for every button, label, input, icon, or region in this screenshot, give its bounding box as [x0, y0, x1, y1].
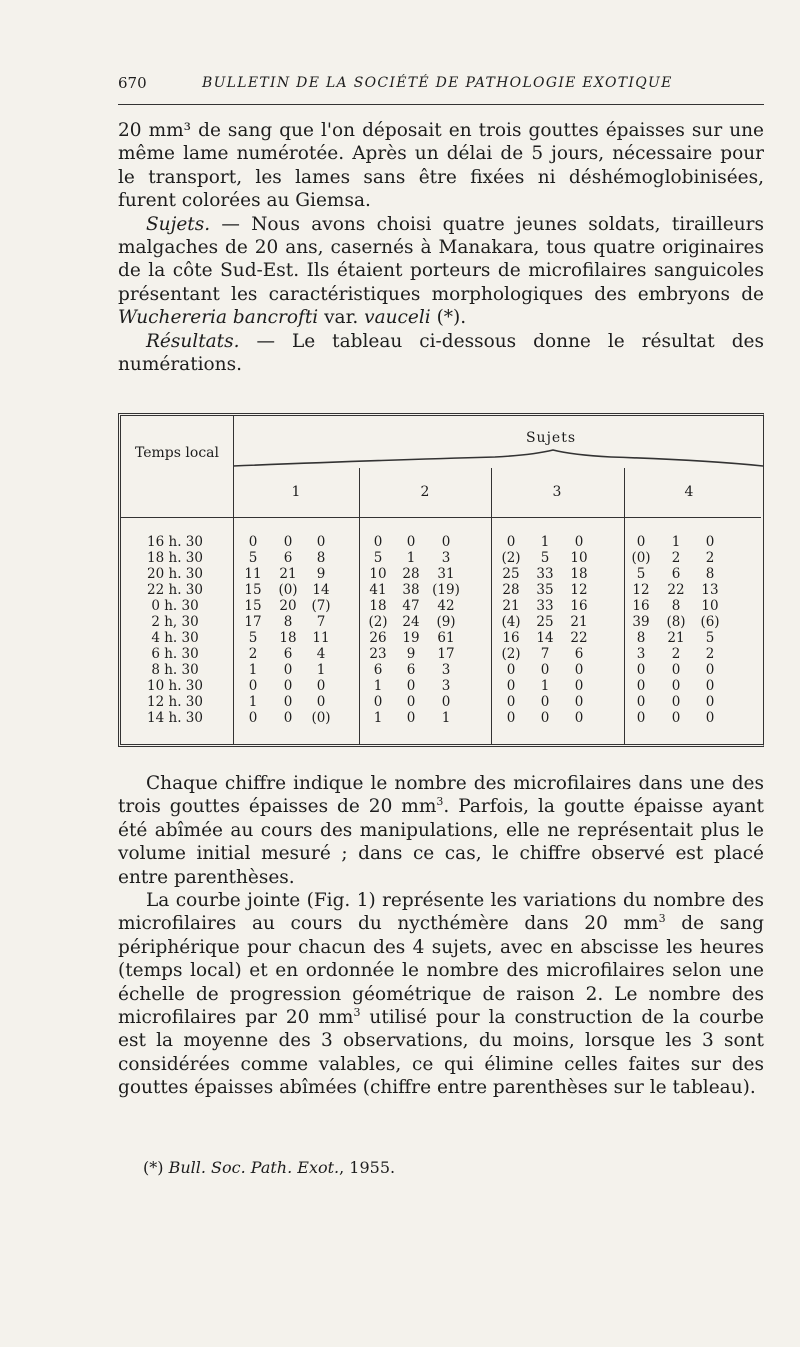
header-rule: [121, 517, 761, 518]
count-cell: (0): [278, 582, 298, 598]
count-cell: 12: [570, 582, 588, 598]
count-cell: 0: [574, 710, 584, 726]
count-cell: 0: [574, 678, 584, 694]
table-row: [121, 646, 761, 662]
table-row: [121, 566, 761, 582]
col-header-subjects: Sujets: [525, 430, 577, 446]
count-cell: 0: [406, 534, 416, 550]
count-cell: 8: [316, 550, 326, 566]
count-cell: 2: [705, 646, 715, 662]
subject-1-header: 1: [291, 484, 301, 500]
count-cell: 3: [441, 678, 451, 694]
count-cell: 0: [248, 678, 258, 694]
count-cell: 0: [506, 694, 516, 710]
table-row: [121, 550, 761, 566]
footnote-year: , 1955.: [339, 1158, 396, 1177]
running-header: [118, 64, 764, 105]
count-cell: 5: [705, 630, 715, 646]
count-cell: 21: [667, 630, 685, 646]
count-cell: 21: [502, 598, 520, 614]
count-cell: 24: [402, 614, 420, 630]
count-cell: 9: [316, 566, 326, 582]
time-cell: 14 h. 30: [147, 710, 203, 726]
count-cell: 22: [570, 630, 588, 646]
count-cell: 6: [574, 646, 584, 662]
count-cell: 1: [316, 662, 326, 678]
count-cell: (0): [311, 710, 331, 726]
count-cell: 0: [248, 534, 258, 550]
count-cell: 0: [671, 678, 681, 694]
count-cell: 0: [705, 710, 715, 726]
table-row: [121, 678, 761, 694]
count-cell: 5: [373, 550, 383, 566]
time-cell: 12 h. 30: [147, 694, 203, 710]
time-cell: 6 h. 30: [151, 646, 199, 662]
count-cell: 8: [705, 566, 715, 582]
superscript: 3: [436, 795, 444, 809]
explanation-text-2: . Parfois, la goutte épaisse ayant été abîmée au cours des manipulations, elle ne représentait plus le volume initial mesuré ; dans ce cas, le chiffre observé est placé entre parenthèses.: [118, 796, 764, 888]
count-cell: (2): [501, 550, 521, 566]
count-cell: 1: [248, 662, 258, 678]
subjects-label: Sujets.: [146, 213, 211, 235]
counts-table: [118, 413, 764, 747]
count-cell: 0: [574, 534, 584, 550]
count-cell: 5: [540, 550, 550, 566]
explanation-text: Chaque chiffre indique le nombre des microfilaires dans une des trois gouttes épaisses de 20 mm: [118, 773, 764, 818]
count-cell: 0: [574, 662, 584, 678]
results-label: Résultats.: [146, 330, 240, 352]
count-cell: 10: [369, 566, 387, 582]
count-cell: 6: [283, 550, 293, 566]
count-cell: 11: [244, 566, 262, 582]
count-cell: 23: [369, 646, 387, 662]
count-cell: 25: [502, 566, 520, 582]
table-row: [121, 534, 761, 550]
count-cell: 0: [671, 694, 681, 710]
count-cell: 28: [502, 582, 520, 598]
count-cell: 21: [570, 614, 588, 630]
subject-3-header: 3: [552, 484, 562, 500]
footnote-ref: (*).: [430, 307, 467, 329]
paragraph-curve: [118, 889, 764, 1100]
table-row: [121, 630, 761, 646]
superscript: 3: [658, 912, 666, 926]
paragraph-explanation: [118, 772, 764, 889]
count-cell: 0: [316, 534, 326, 550]
curve-text: La courbe jointe (Fig. 1) représente les variations du nombre des microfilaires au cours du nycthémère dans 20 mm: [118, 890, 764, 935]
count-cell: 0: [248, 710, 258, 726]
count-cell: 1: [248, 694, 258, 710]
count-cell: 10: [570, 550, 588, 566]
count-cell: 7: [316, 614, 326, 630]
count-cell: 38: [402, 582, 420, 598]
count-cell: 0: [506, 534, 516, 550]
col-header-time: Temps local: [135, 445, 219, 461]
count-cell: 61: [437, 630, 455, 646]
journal-title: BULLETIN DE LA SOCIÉTÉ DE PATHOLOGIE EXOTIQUE: [202, 75, 673, 91]
subject-2-header: 2: [420, 484, 430, 500]
count-cell: 1: [373, 710, 383, 726]
count-cell: 15: [244, 582, 262, 598]
count-cell: 0: [636, 662, 646, 678]
time-cell: 16 h. 30: [147, 534, 203, 550]
species-name: Wuchereria bancrofti: [118, 307, 319, 329]
curve-text-3: utilisé pour la construction de la courbe est la moyenne des 3 observations, du moins, lorsque les 3 sont considérées comme valables, ce qui élimine celles faites sur des gouttes épaisses abîmées (chiffre entre parenthèses sur le tableau).: [118, 1007, 764, 1099]
count-cell: 0: [636, 710, 646, 726]
count-cell: 0: [283, 710, 293, 726]
count-cell: 6: [283, 646, 293, 662]
count-cell: 0: [373, 694, 383, 710]
count-cell: 11: [312, 630, 330, 646]
count-cell: 41: [369, 582, 387, 598]
count-cell: 0: [406, 694, 416, 710]
count-cell: 0: [373, 534, 383, 550]
count-cell: 0: [316, 678, 326, 694]
count-cell: 0: [636, 694, 646, 710]
subjects-brace: [233, 446, 763, 470]
count-cell: 26: [369, 630, 387, 646]
count-cell: 17: [437, 646, 455, 662]
count-cell: (2): [368, 614, 388, 630]
paragraph-method: 20 mm³ de sang que l'on déposait en trois gouttes épaisses sur une même lame numérotée. Après un délai de 5 jours, nécessaire pour le transport, les lames sans être fixées ni déshémoglobinisées, furent colorées au Giemsa.: [118, 120, 764, 212]
count-cell: 18: [279, 630, 297, 646]
count-cell: 16: [502, 630, 520, 646]
count-cell: (2): [501, 646, 521, 662]
time-cell: 18 h. 30: [147, 550, 203, 566]
paragraph-results: [118, 330, 764, 377]
count-cell: 42: [437, 598, 455, 614]
count-cell: 1: [540, 534, 550, 550]
count-cell: 16: [632, 598, 650, 614]
count-cell: 17: [244, 614, 262, 630]
count-cell: 21: [279, 566, 297, 582]
count-cell: 1: [406, 550, 416, 566]
results-text: — Le tableau ci-dessous donne le résultat des numérations.: [118, 330, 764, 376]
count-cell: 3: [636, 646, 646, 662]
count-cell: 2: [671, 646, 681, 662]
count-cell: 0: [506, 662, 516, 678]
count-cell: 0: [540, 662, 550, 678]
count-cell: 31: [437, 566, 455, 582]
count-cell: 39: [632, 614, 650, 630]
count-cell: 16: [570, 598, 588, 614]
count-cell: 3: [441, 550, 451, 566]
time-cell: 0 h. 30: [151, 598, 199, 614]
superscript: 3: [353, 1005, 361, 1019]
count-cell: 0: [283, 662, 293, 678]
count-cell: 22: [667, 582, 685, 598]
count-cell: 28: [402, 566, 420, 582]
time-cell: 8 h. 30: [151, 662, 199, 678]
count-cell: (0): [631, 550, 651, 566]
count-cell: 0: [406, 710, 416, 726]
count-cell: 0: [540, 710, 550, 726]
count-cell: 0: [636, 678, 646, 694]
table-row: [121, 694, 761, 710]
count-cell: 6: [373, 662, 383, 678]
count-cell: 18: [570, 566, 588, 582]
count-cell: (7): [311, 598, 331, 614]
count-cell: (6): [700, 614, 720, 630]
count-cell: 0: [705, 694, 715, 710]
time-cell: 10 h. 30: [147, 678, 203, 694]
count-cell: (19): [432, 582, 460, 598]
count-cell: 0: [316, 694, 326, 710]
count-cell: 5: [248, 550, 258, 566]
subject-4-header: 4: [684, 484, 694, 500]
count-cell: 14: [536, 630, 554, 646]
count-cell: 12: [632, 582, 650, 598]
count-cell: 0: [705, 678, 715, 694]
curve-text-2: de sang périphérique pour chacun des 4 sujets, avec en abscisse les heures (temps local) et en ordonnée le nombre des microfilaires selon une échelle de progression géométrique de raison 2. Le nombre des microfilaires par 20 mm: [118, 913, 764, 1029]
intro-text: [118, 119, 764, 376]
count-cell: 0: [441, 694, 451, 710]
count-cell: 0: [441, 534, 451, 550]
table-row: [121, 710, 761, 726]
footnote-source: Bull. Soc. Path. Exot.: [168, 1158, 340, 1177]
count-cell: 7: [540, 646, 550, 662]
count-cell: 2: [671, 550, 681, 566]
count-cell: 15: [244, 598, 262, 614]
time-cell: 2 h, 30: [151, 614, 199, 630]
time-cell: 22 h. 30: [147, 582, 203, 598]
count-cell: 1: [671, 534, 681, 550]
count-cell: 35: [536, 582, 554, 598]
count-cell: 1: [540, 678, 550, 694]
count-cell: 0: [540, 694, 550, 710]
table-row: [121, 582, 761, 598]
count-cell: 6: [671, 566, 681, 582]
count-cell: 0: [283, 534, 293, 550]
table-row: [121, 598, 761, 614]
count-cell: 0: [283, 694, 293, 710]
count-cell: 47: [402, 598, 420, 614]
count-cell: 0: [283, 678, 293, 694]
count-cell: 9: [406, 646, 416, 662]
count-cell: 0: [636, 534, 646, 550]
count-cell: (8): [666, 614, 686, 630]
count-cell: 33: [536, 598, 554, 614]
table-row: [121, 614, 761, 630]
count-cell: 3: [441, 662, 451, 678]
count-cell: 6: [406, 662, 416, 678]
count-cell: 0: [506, 710, 516, 726]
count-cell: 2: [705, 550, 715, 566]
count-cell: 25: [536, 614, 554, 630]
var-text: var.: [318, 307, 365, 329]
count-cell: 13: [701, 582, 719, 598]
time-cell: 20 h. 30: [147, 566, 203, 582]
count-cell: 2: [248, 646, 258, 662]
variety-name: vauceli: [364, 307, 431, 329]
footnote: [143, 1158, 395, 1177]
count-cell: 0: [671, 710, 681, 726]
count-cell: 14: [312, 582, 330, 598]
count-cell: 0: [705, 662, 715, 678]
count-cell: 20: [279, 598, 297, 614]
count-cell: 1: [373, 678, 383, 694]
body-text: [118, 772, 764, 1100]
count-cell: 8: [671, 598, 681, 614]
paragraph-subjects: [118, 213, 764, 330]
time-cell: 4 h. 30: [151, 630, 199, 646]
subjects-text: — Nous avons choisi quatre jeunes soldats, tirailleurs malgaches de 20 ans, casernés à Manakara, tous quatre originaires de la côte Sud-Est. Ils étaient porteurs de microfilaires sanguicoles présentant les caractéristiques morphologiques des embryons de: [118, 213, 764, 305]
count-cell: 0: [671, 662, 681, 678]
page-number: 670: [118, 74, 147, 92]
count-cell: 1: [441, 710, 451, 726]
count-cell: 19: [402, 630, 420, 646]
count-cell: 10: [701, 598, 719, 614]
table-row: [121, 662, 761, 678]
count-cell: 18: [369, 598, 387, 614]
table-body: [121, 534, 761, 726]
count-cell: 8: [636, 630, 646, 646]
count-cell: 33: [536, 566, 554, 582]
count-cell: 4: [316, 646, 326, 662]
footnote-mark: (*): [143, 1158, 169, 1177]
count-cell: 5: [248, 630, 258, 646]
count-cell: (4): [501, 614, 521, 630]
count-cell: 5: [636, 566, 646, 582]
count-cell: 8: [283, 614, 293, 630]
count-cell: 0: [406, 678, 416, 694]
count-cell: 0: [574, 694, 584, 710]
count-cell: (9): [436, 614, 456, 630]
count-cell: 0: [705, 534, 715, 550]
count-cell: 0: [506, 678, 516, 694]
